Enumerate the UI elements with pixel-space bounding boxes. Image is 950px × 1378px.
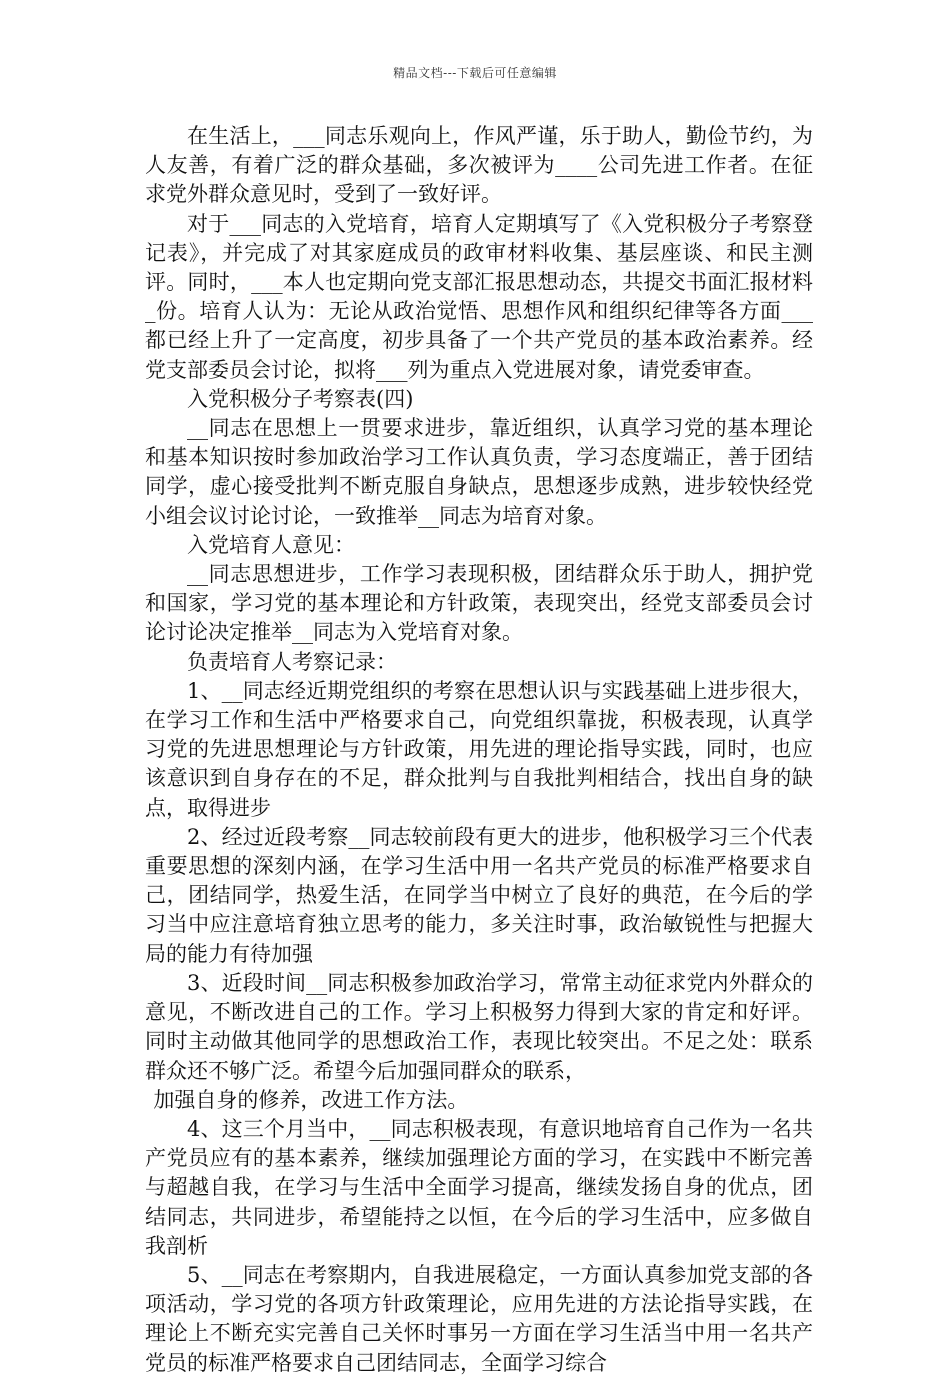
document-body (145, 122, 813, 1378)
paragraph-life: 在生活上，___同志乐观向上，作风严谨，乐于助人，勤俭节约，为人友善，有着广泛的群众基础，多次被评为____公司先进工作者。在征求党外群众意见时，受到了一致好评。 (145, 124, 813, 207)
section-title-records: 负责培育人考察记录： (187, 649, 397, 674)
section-title-trainer-opinion: 入党培育人意见： (187, 532, 355, 557)
record-item-2: 2、经过近段考察__同志较前段有更大的进步，他积极学习三个代表重要思想的深刻内涵，在学习生活中用一名共产党员的标准严格要求自己，团结同学，热爱生活，在同学当中树立了良好的典范，在今后的学习当中应注意培育独立思考的能力，多关注时事，政治敏锐性与把握大局的能力有待加强 (145, 824, 813, 966)
record-item-5: 5、__同志在考察期内，自我进展稳定，一方面认真参加党支部的各项活动，学习党的各项方针政策理论，应用先进的方法论指导实践，在理论上不断充实完善自己关怀时事另一方面在学习生活当中用一名共产党员的标准严格要求自己团结同志，全面学习综合 (145, 1262, 813, 1375)
paragraph-trainer-opinion: __同志思想进步，工作学习表现积极，团结群众乐于助人，拥护党和国家，学习党的基本理论和方针政策，表现突出，经党支部委员会讨论讨论决定推举__同志为入党培育对象。 (145, 562, 813, 645)
paragraph-thought: __同志在思想上一贯要求进步，靠近组织，认真学习党的基本理论和基本知识按时参加政治学习工作认真负责，学习态度端正，善于团结同学，虚心接受批判不断克服自身缺点，思想逐步成熟，进步较快经党小组会议讨论讨论，一致推举__同志为培育对象。 (145, 416, 813, 528)
record-item-1: 1、__同志经近期党组织的考察在思想认识与实践基础上进步很大，在学习工作和生活中严格要求自己，向党组织靠拢，积极表现，认真学习党的先进思想理论与方针政策，用先进的理论指导实践，同时，也应该意识到自身存在的不足，群众批判与自我批判相结合，找出自身的缺点，取得进步 (145, 678, 813, 820)
paragraph-training: 对于___同志的入党培育，培育人定期填写了《入党积极分子考察登记表》，并完成了对其家庭成员的政审材料收集、基层座谈、和民主测评。同时，___本人也定期向党支部汇报思想动态，共提交书面汇报材料_份。培育人认为：无论从政治觉悟、思想作风和组织纪律等各方面___都已经上升了一定高度，初步具备了一个共产党员的基本政治素养。经党支部委员会讨论，拟将___列为重点入党进展对象，请党委审查。 (145, 211, 813, 382)
record-item-3: 3、近段时间__同志积极参加政治学习，常常主动征求党内外群众的意见，不断改进自己的工作。学习上积极努力得到大家的肯定和好评。同时主动做其他同学的思想政治工作，表现比较突出。不足之处：联系群众还不够广泛。希望今后加强同群众的联系， (145, 970, 813, 1083)
record-item-4: 4、这三个月当中，__同志积极表现，有意识地培育自己作为一名共产党员应有的基本素养，继续加强理论方面的学习，在实践中不断完善与超越自我，在学习与生活中全面学习提高，继续发扬自身的优点，团结同志，共同进步，希望能持之以恒，在今后的学习生活中，应多做自我剖析 (145, 1116, 813, 1258)
record-item-3-continued: 加强自身的修养，改进工作方法。 (153, 1087, 469, 1112)
page-header: 精品文档---下载后可任意编辑 (393, 66, 557, 80)
section-title-form-four: 入党积极分子考察表(四) (187, 386, 414, 411)
